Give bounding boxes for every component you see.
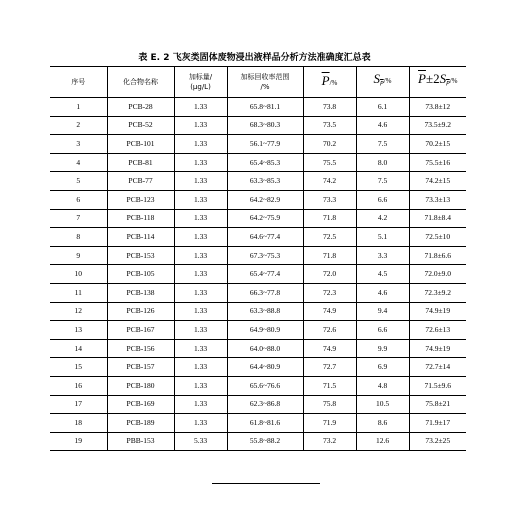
- header-spike: [174, 67, 227, 98]
- cell-std: 8.0: [356, 153, 409, 172]
- cell-range: 64.0~88.0: [227, 339, 303, 358]
- cell-result: 75.5±16: [409, 153, 466, 172]
- cell-std: 9.4: [356, 302, 409, 321]
- table-row: [50, 98, 466, 117]
- final-unit: /%: [449, 77, 458, 86]
- cell-seq: 5: [50, 172, 107, 191]
- header-spike-line1: 加标量/: [188, 73, 213, 81]
- table-header: [50, 67, 466, 98]
- sp-unit: /%: [383, 77, 392, 86]
- cell-mean: 73.3: [303, 190, 356, 209]
- final-s-symbol: S: [439, 71, 447, 87]
- accuracy-table: [50, 66, 466, 451]
- cell-range: 63.3~85.3: [227, 172, 303, 191]
- cell-range: 56.1~77.9: [227, 135, 303, 154]
- cell-compound: PCB-81: [107, 153, 174, 172]
- cell-seq: 1: [50, 98, 107, 117]
- cell-seq: 4: [50, 153, 107, 172]
- cell-result: 73.5±9.2: [409, 116, 466, 135]
- cell-std: 4.6: [356, 116, 409, 135]
- cell-std: 5.1: [356, 228, 409, 247]
- table-row: [50, 246, 466, 265]
- cell-result: 72.5±10: [409, 228, 466, 247]
- table-row: [50, 414, 466, 433]
- table-row: [50, 172, 466, 191]
- cell-seq: 2: [50, 116, 107, 135]
- cell-spike: 1.33: [174, 98, 227, 117]
- table-row: [50, 190, 466, 209]
- cell-std: 4.5: [356, 265, 409, 284]
- cell-compound: PCB-114: [107, 228, 174, 247]
- cell-range: 64.2~82.9: [227, 190, 303, 209]
- cell-std: 8.6: [356, 414, 409, 433]
- cell-spike: 5.33: [174, 432, 227, 451]
- cell-std: 6.6: [356, 190, 409, 209]
- cell-result: 72.6±13: [409, 321, 466, 340]
- cell-compound: PCB-138: [107, 283, 174, 302]
- cell-spike: 1.33: [174, 190, 227, 209]
- cell-seq: 17: [50, 395, 107, 414]
- cell-range: 65.4~85.3: [227, 153, 303, 172]
- cell-spike: 1.33: [174, 414, 227, 433]
- cell-spike: 1.33: [174, 302, 227, 321]
- cell-mean: 71.5: [303, 376, 356, 395]
- cell-spike: 1.33: [174, 228, 227, 247]
- cell-mean: 74.9: [303, 302, 356, 321]
- cell-spike: 1.33: [174, 153, 227, 172]
- cell-std: 4.2: [356, 209, 409, 228]
- header-compound: 化合物名称: [107, 67, 174, 98]
- cell-mean: 73.8: [303, 98, 356, 117]
- cell-range: 64.6~77.4: [227, 228, 303, 247]
- cell-result: 73.2±25: [409, 432, 466, 451]
- cell-compound: PCB-52: [107, 116, 174, 135]
- header-result: [409, 67, 466, 98]
- header-recovery-range: [227, 67, 303, 98]
- cell-compound: PCB-28: [107, 98, 174, 117]
- table-row: [50, 302, 466, 321]
- header-spike-line2: (μg/L): [190, 83, 211, 91]
- table-row: [50, 135, 466, 154]
- final-subscript: P: [446, 80, 450, 88]
- header-row: [50, 67, 466, 98]
- table-row: [50, 116, 466, 135]
- cell-seq: 6: [50, 190, 107, 209]
- table-row: [50, 395, 466, 414]
- cell-std: 4.6: [356, 283, 409, 302]
- cell-result: 73.8±12: [409, 98, 466, 117]
- cell-range: 65.8~81.1: [227, 98, 303, 117]
- table-row: [50, 358, 466, 377]
- cell-seq: 15: [50, 358, 107, 377]
- cell-compound: PCB-123: [107, 190, 174, 209]
- cell-mean: 71.8: [303, 246, 356, 265]
- cell-std: 12.6: [356, 432, 409, 451]
- cell-compound: PCB-156: [107, 339, 174, 358]
- cell-spike: 1.33: [174, 283, 227, 302]
- cell-std: 6.9: [356, 358, 409, 377]
- cell-spike: 1.33: [174, 246, 227, 265]
- header-range-line2: /%: [260, 83, 270, 91]
- cell-mean: 72.6: [303, 321, 356, 340]
- cell-mean: 75.8: [303, 395, 356, 414]
- cell-seq: 9: [50, 246, 107, 265]
- cell-result: 72.3±9.2: [409, 283, 466, 302]
- table-body: [50, 98, 466, 451]
- cell-result: 73.3±13: [409, 190, 466, 209]
- cell-result: 71.8±8.4: [409, 209, 466, 228]
- cell-spike: 1.33: [174, 209, 227, 228]
- cell-result: 72.7±14: [409, 358, 466, 377]
- cell-range: 68.3~80.3: [227, 116, 303, 135]
- cell-range: 61.8~81.6: [227, 414, 303, 433]
- cell-result: 70.2±15: [409, 135, 466, 154]
- cell-std: 6.6: [356, 321, 409, 340]
- cell-result: 72.0±9.0: [409, 265, 466, 284]
- cell-mean: 72.0: [303, 265, 356, 284]
- cell-compound: PCB-189: [107, 414, 174, 433]
- cell-std: 4.8: [356, 376, 409, 395]
- table-row: [50, 432, 466, 451]
- cell-compound: PCB-118: [107, 209, 174, 228]
- cell-result: 74.9±19: [409, 339, 466, 358]
- final-p-symbol: $\overline{P}$: [418, 71, 426, 87]
- cell-std: 7.5: [356, 135, 409, 154]
- cell-seq: 8: [50, 228, 107, 247]
- cell-seq: 18: [50, 414, 107, 433]
- table-row: [50, 283, 466, 302]
- cell-mean: 71.9: [303, 414, 356, 433]
- cell-spike: 1.33: [174, 358, 227, 377]
- header-mean-recovery: [303, 67, 356, 98]
- header-seq: 序号: [50, 67, 107, 98]
- cell-seq: 3: [50, 135, 107, 154]
- cell-range: 64.4~80.9: [227, 358, 303, 377]
- cell-range: 63.3~88.8: [227, 302, 303, 321]
- cell-mean: 74.9: [303, 339, 356, 358]
- cell-spike: 1.33: [174, 265, 227, 284]
- cell-range: 65.6~76.6: [227, 376, 303, 395]
- cell-range: 64.2~75.9: [227, 209, 303, 228]
- cell-result: 71.8±6.6: [409, 246, 466, 265]
- cell-mean: 70.2: [303, 135, 356, 154]
- cell-compound: PCB-167: [107, 321, 174, 340]
- table-row: [50, 228, 466, 247]
- cell-range: 55.8~88.2: [227, 432, 303, 451]
- cell-mean: 73.5: [303, 116, 356, 135]
- final-plusminus: ±2: [425, 71, 440, 87]
- cell-spike: 1.33: [174, 339, 227, 358]
- cell-seq: 10: [50, 265, 107, 284]
- cell-result: 74.9±19: [409, 302, 466, 321]
- cell-range: 65.4~77.4: [227, 265, 303, 284]
- cell-std: 10.5: [356, 395, 409, 414]
- cell-result: 71.5±9.6: [409, 376, 466, 395]
- sp-subscript: P: [380, 80, 384, 88]
- cell-spike: 1.33: [174, 135, 227, 154]
- table-title: 表 E. 2 飞灰类固体废物浸出液样品分析方法准确度汇总表: [138, 53, 371, 63]
- table-row: [50, 321, 466, 340]
- cell-result: 71.9±17: [409, 414, 466, 433]
- cell-mean: 75.5: [303, 153, 356, 172]
- table-row: [50, 209, 466, 228]
- cell-spike: 1.33: [174, 116, 227, 135]
- cell-seq: 12: [50, 302, 107, 321]
- cell-mean: 72.5: [303, 228, 356, 247]
- cell-seq: 19: [50, 432, 107, 451]
- cell-spike: 1.33: [174, 376, 227, 395]
- pbar-symbol: $\overline{P}$: [321, 73, 330, 88]
- cell-std: 6.1: [356, 98, 409, 117]
- cell-result: 75.8±21: [409, 395, 466, 414]
- cell-range: 64.9~80.9: [227, 321, 303, 340]
- cell-seq: 16: [50, 376, 107, 395]
- table-row: [50, 265, 466, 284]
- cell-compound: PCB-180: [107, 376, 174, 395]
- cell-mean: 72.3: [303, 283, 356, 302]
- header-std-dev: [356, 67, 409, 98]
- cell-seq: 13: [50, 321, 107, 340]
- table-row: [50, 376, 466, 395]
- cell-compound: PCB-169: [107, 395, 174, 414]
- cell-seq: 14: [50, 339, 107, 358]
- cell-compound: PCB-126: [107, 302, 174, 321]
- table-row: [50, 153, 466, 172]
- cell-std: 3.3: [356, 246, 409, 265]
- end-rule: [212, 483, 320, 484]
- cell-compound: PCB-153: [107, 246, 174, 265]
- table-row: [50, 339, 466, 358]
- cell-mean: 71.8: [303, 209, 356, 228]
- cell-compound: PCB-77: [107, 172, 174, 191]
- cell-compound: PCB-157: [107, 358, 174, 377]
- cell-seq: 11: [50, 283, 107, 302]
- cell-range: 67.3~75.3: [227, 246, 303, 265]
- cell-result: 74.2±15: [409, 172, 466, 191]
- pbar-unit: /%: [329, 79, 338, 87]
- cell-mean: 73.2: [303, 432, 356, 451]
- cell-spike: 1.33: [174, 395, 227, 414]
- cell-std: 9.9: [356, 339, 409, 358]
- cell-spike: 1.33: [174, 172, 227, 191]
- cell-mean: 74.2: [303, 172, 356, 191]
- sp-symbol: S: [373, 71, 381, 87]
- cell-range: 62.3~86.8: [227, 395, 303, 414]
- cell-compound: PCB-105: [107, 265, 174, 284]
- cell-seq: 7: [50, 209, 107, 228]
- cell-std: 7.5: [356, 172, 409, 191]
- header-range-line1: 加标回收率范围: [240, 73, 290, 81]
- cell-range: 66.3~77.8: [227, 283, 303, 302]
- cell-compound: PCB-101: [107, 135, 174, 154]
- cell-compound: PBB-153: [107, 432, 174, 451]
- cell-mean: 72.7: [303, 358, 356, 377]
- cell-spike: 1.33: [174, 321, 227, 340]
